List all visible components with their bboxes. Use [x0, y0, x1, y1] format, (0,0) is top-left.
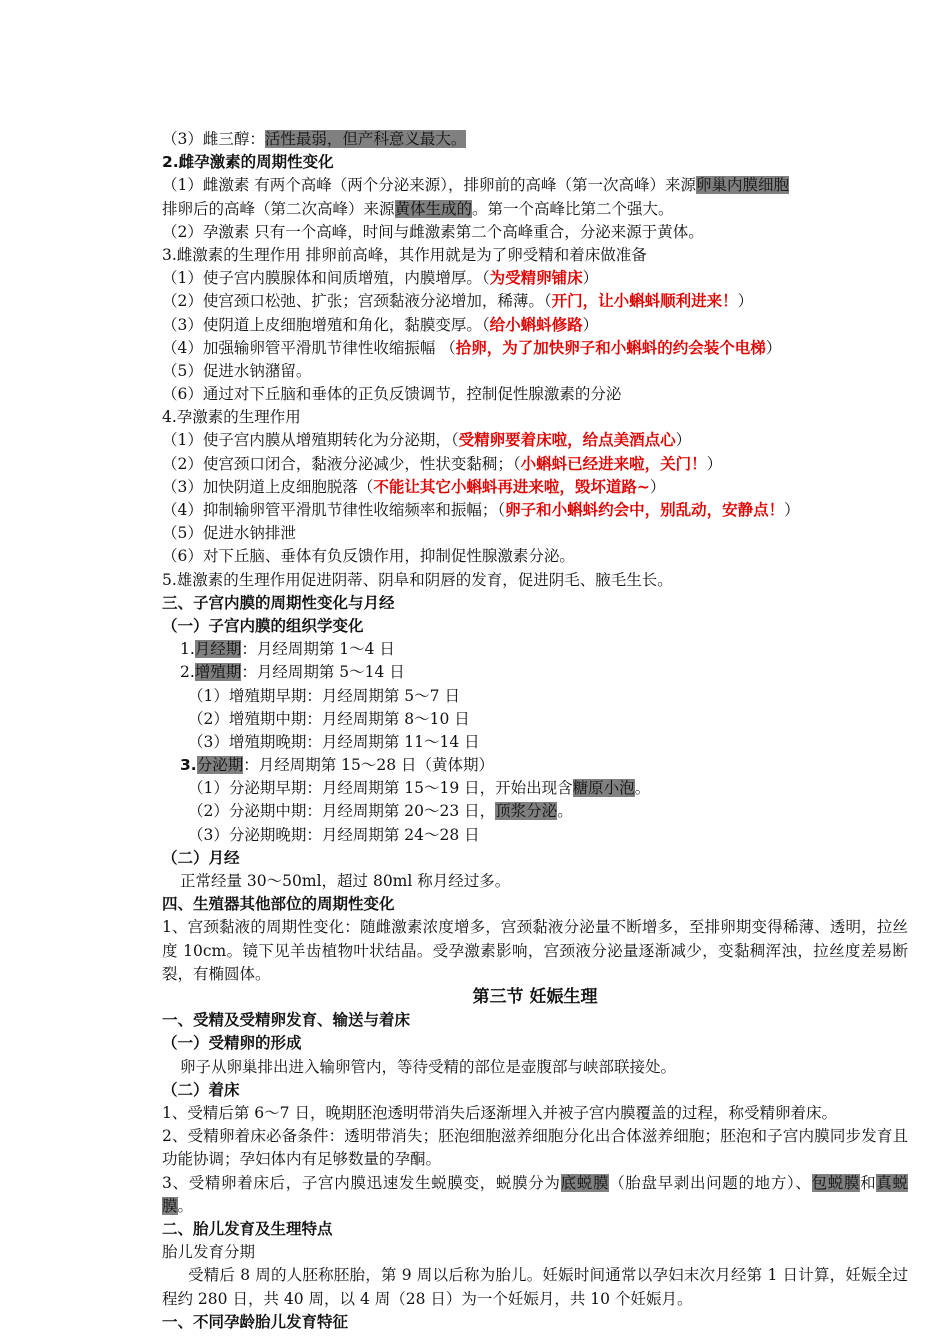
text-line	[162, 661, 908, 684]
text-line	[162, 314, 908, 337]
text-line	[162, 754, 908, 777]
text-line: （6）通过对下丘脑和垂体的正负反馈调节，控制促性腺激素的分泌	[162, 385, 622, 404]
text: ：月经周期第 5～14 日	[241, 663, 405, 682]
text: 2.	[180, 663, 195, 682]
text-line	[162, 453, 908, 476]
text-line	[162, 429, 908, 452]
text: （2）使宫颈口松弛、扩张；宫颈黏液分泌增加，稀薄。（	[162, 292, 552, 311]
text-line: （1）增殖期早期：月经周期第 5～7 日	[188, 686, 460, 705]
text: 。第一个高峰比第二个强大。	[472, 199, 674, 218]
text-line: （3）分泌期晚期：月经周期第 24～28 日	[188, 825, 480, 844]
document-page	[162, 128, 908, 1334]
highlight-text: 分泌期	[196, 756, 244, 775]
highlight-text: 包蜕膜	[811, 1173, 861, 1192]
text: ）	[765, 338, 782, 357]
highlight-text: 月经期	[194, 640, 242, 659]
red-note: 为受精卵铺床	[489, 269, 583, 288]
highlight-text: 黄体生成的	[394, 199, 473, 218]
text-line	[162, 290, 908, 313]
text-line	[162, 174, 908, 197]
text-line	[162, 638, 908, 661]
text: 。	[177, 1196, 194, 1215]
section-heading: 二、胎儿发育及生理特点	[162, 1219, 333, 1238]
highlight-text: 活性最弱，但产科意义最大。	[264, 130, 467, 148]
text: （4）抑制输卵管平滑肌节律性收缩频率和振幅；（	[162, 501, 506, 519]
text: （2）使宫颈口闭合，黏液分泌减少，性状变黏稠；（	[162, 454, 521, 473]
text: ）	[737, 292, 754, 311]
text: ）	[675, 431, 692, 450]
subsection-heading: （二）着床	[162, 1080, 240, 1099]
highlight-text: 顶浆分泌	[495, 802, 558, 821]
red-note: 不能让其它小蝌蚪再进来啦，毁坏道路~	[373, 477, 650, 496]
text: 。	[557, 802, 573, 821]
text-line	[162, 128, 908, 151]
text-line	[162, 337, 908, 360]
red-note: 受精卵要着床啦，给点美酒点心	[458, 431, 676, 450]
text-line: 1、受精后第 6～7 日，晚期胚泡透明带消失后逐渐埋入并被子宫内膜覆盖的过程，称受精卵着床。	[162, 1103, 837, 1122]
text: 排卵后的高峰（第二次高峰）来源	[162, 199, 395, 218]
text: （胎盘早剥出问题的地方）、	[609, 1173, 812, 1192]
subsection-heading: （二）月经	[162, 848, 240, 867]
red-note: 拾卵，为了加快卵子和小蝌蚪的约会装个电梯	[455, 338, 766, 357]
heading: 2.雌孕激素的周期性变化	[162, 153, 334, 172]
text-line: （2）孕激素 只有一个高峰，时间与雌激素第二个高峰重合，分泌来源于黄体。	[162, 222, 704, 241]
text-line: 5.雄激素的生理作用促进阴蒂、阴阜和阴唇的发育，促进阴毛、腋毛生长。	[162, 570, 673, 589]
highlight-text: 增殖期	[194, 663, 242, 682]
red-note: 给小蝌蚪修路	[489, 315, 583, 334]
text: 和	[860, 1173, 877, 1192]
text: ）	[706, 454, 723, 473]
section-heading: 一、不同孕龄胎儿发育特征	[162, 1312, 349, 1331]
text: ：月经周期第 15～28 日（黄体期）	[243, 756, 495, 775]
text: （1）雌激素 有两个高峰（两个分泌来源），排卵前的高峰（第一次高峰）来源	[162, 176, 697, 195]
text: （1）分泌期早期：月经周期第 15～19 日，开始出现含	[188, 779, 573, 798]
highlight-text: 底蜕膜	[560, 1173, 610, 1192]
text: 。	[634, 779, 651, 798]
section-heading: 四、生殖器其他部位的周期性变化	[162, 895, 395, 914]
highlight-text: 真蜕膜	[162, 1173, 908, 1215]
text-line: 胎儿发育分期	[162, 1243, 256, 1262]
text-line: （5）促进水钠排泄	[162, 524, 296, 543]
text-line: 正常经量 30～50ml，超过 80ml 称月经过多。	[180, 872, 511, 890]
text: ：月经周期第 1～4 日	[241, 640, 395, 659]
heading: 4.孕激素的生理作用	[162, 408, 301, 427]
highlight-text: 卵巢内膜细胞	[696, 176, 790, 195]
text-line	[162, 267, 908, 290]
text: ）	[582, 269, 599, 288]
text: 1.	[180, 640, 195, 659]
text-line: （6）对下丘脑、垂体有负反馈作用，抑制促性腺激素分泌。	[162, 547, 575, 566]
text: （1）使子宫内膜从增殖期转化为分泌期，（	[162, 431, 459, 450]
text: ）	[582, 315, 599, 334]
section-heading: 三、子宫内膜的周期性变化与月经	[162, 593, 395, 612]
red-note: 小蝌蚪已经进来啦，关门！	[520, 454, 707, 473]
subsection-heading: （一）子宫内膜的组织学变化	[162, 616, 364, 635]
text-line	[162, 476, 908, 499]
chapter-title: 第三节 妊娠生理	[472, 986, 598, 1007]
paragraph: 2、受精卵着床必备条件：透明带消失；胚泡细胞滋养细胞分化出合体滋养细胞；胚泡和子宫内膜同步发育且功能协调；孕妇体内有足够数量的孕酮。	[162, 1127, 908, 1169]
section-heading: 一、受精及受精卵发育、输送与着床	[162, 1011, 411, 1030]
text: （3）雌三醇：	[162, 130, 265, 148]
text-line: （5）促进水钠潴留。	[162, 361, 312, 380]
text: 3.	[180, 756, 197, 775]
text-line	[162, 198, 908, 221]
text: （3）使阴道上皮细胞增殖和角化，黏膜变厚。（	[162, 315, 490, 334]
text-line: （2）增殖期中期：月经周期第 8～10 日	[188, 709, 470, 728]
paragraph: 1、宫颈黏液的周期性变化：随雌激素浓度增多，宫颈黏液分泌量不断增多，至排卵期变得稀薄、透明，拉丝度 10cm。镜下见羊齿植物叶状结晶。受孕激素影响，宫颈液分泌量逐渐减少，变黏稠浑浊，拉丝度差易断裂，有椭圆体。	[162, 918, 908, 983]
paragraph	[162, 1172, 908, 1218]
text-line	[162, 777, 908, 800]
paragraph: 受精后 8 周的人胚称胚胎，第 9 周以后称为胎儿。妊娠时间通常以孕妇末次月经第 1 日计算，妊娠全过程约 280 日，共 40 周，以 4 周（28 日）为一个妊娠月，共 10 个妊娠月。	[162, 1266, 908, 1308]
text-line	[162, 800, 908, 823]
text: ）	[649, 477, 666, 496]
subsection-heading: （一）受精卵的形成	[162, 1034, 302, 1053]
text-line	[162, 499, 908, 522]
text-line: 卵子从卵巢排出进入输卵管内，等待受精的部位是壶腹部与峡部联接处。	[180, 1057, 677, 1076]
text: （3）加快阴道上皮细胞脱落（	[162, 477, 374, 496]
highlight-text: 糖原小泡	[572, 779, 635, 798]
text: （4）加强输卵管平滑肌节律性收缩振幅 （	[162, 338, 456, 357]
heading: 3.雌激素的生理作用 排卵前高峰，其作用就是为了卵受精和着床做准备	[162, 245, 647, 264]
text: 3、受精卵着床后，子宫内膜迅速发生蜕膜变，蜕膜分为	[162, 1173, 561, 1192]
text-line: （3）增殖期晚期：月经周期第 11～14 日	[188, 732, 480, 751]
red-note: 开门，让小蝌蚪顺利进来！	[551, 292, 738, 311]
red-note: 卵子和小蝌蚪约会中，别乱动，安静点！	[505, 501, 785, 519]
text: （2）分泌期中期：月经周期第 20～23 日，	[188, 802, 496, 821]
text: ）	[784, 501, 800, 519]
text: （1）使子宫内膜腺体和间质增殖，内膜增厚。（	[162, 269, 490, 288]
